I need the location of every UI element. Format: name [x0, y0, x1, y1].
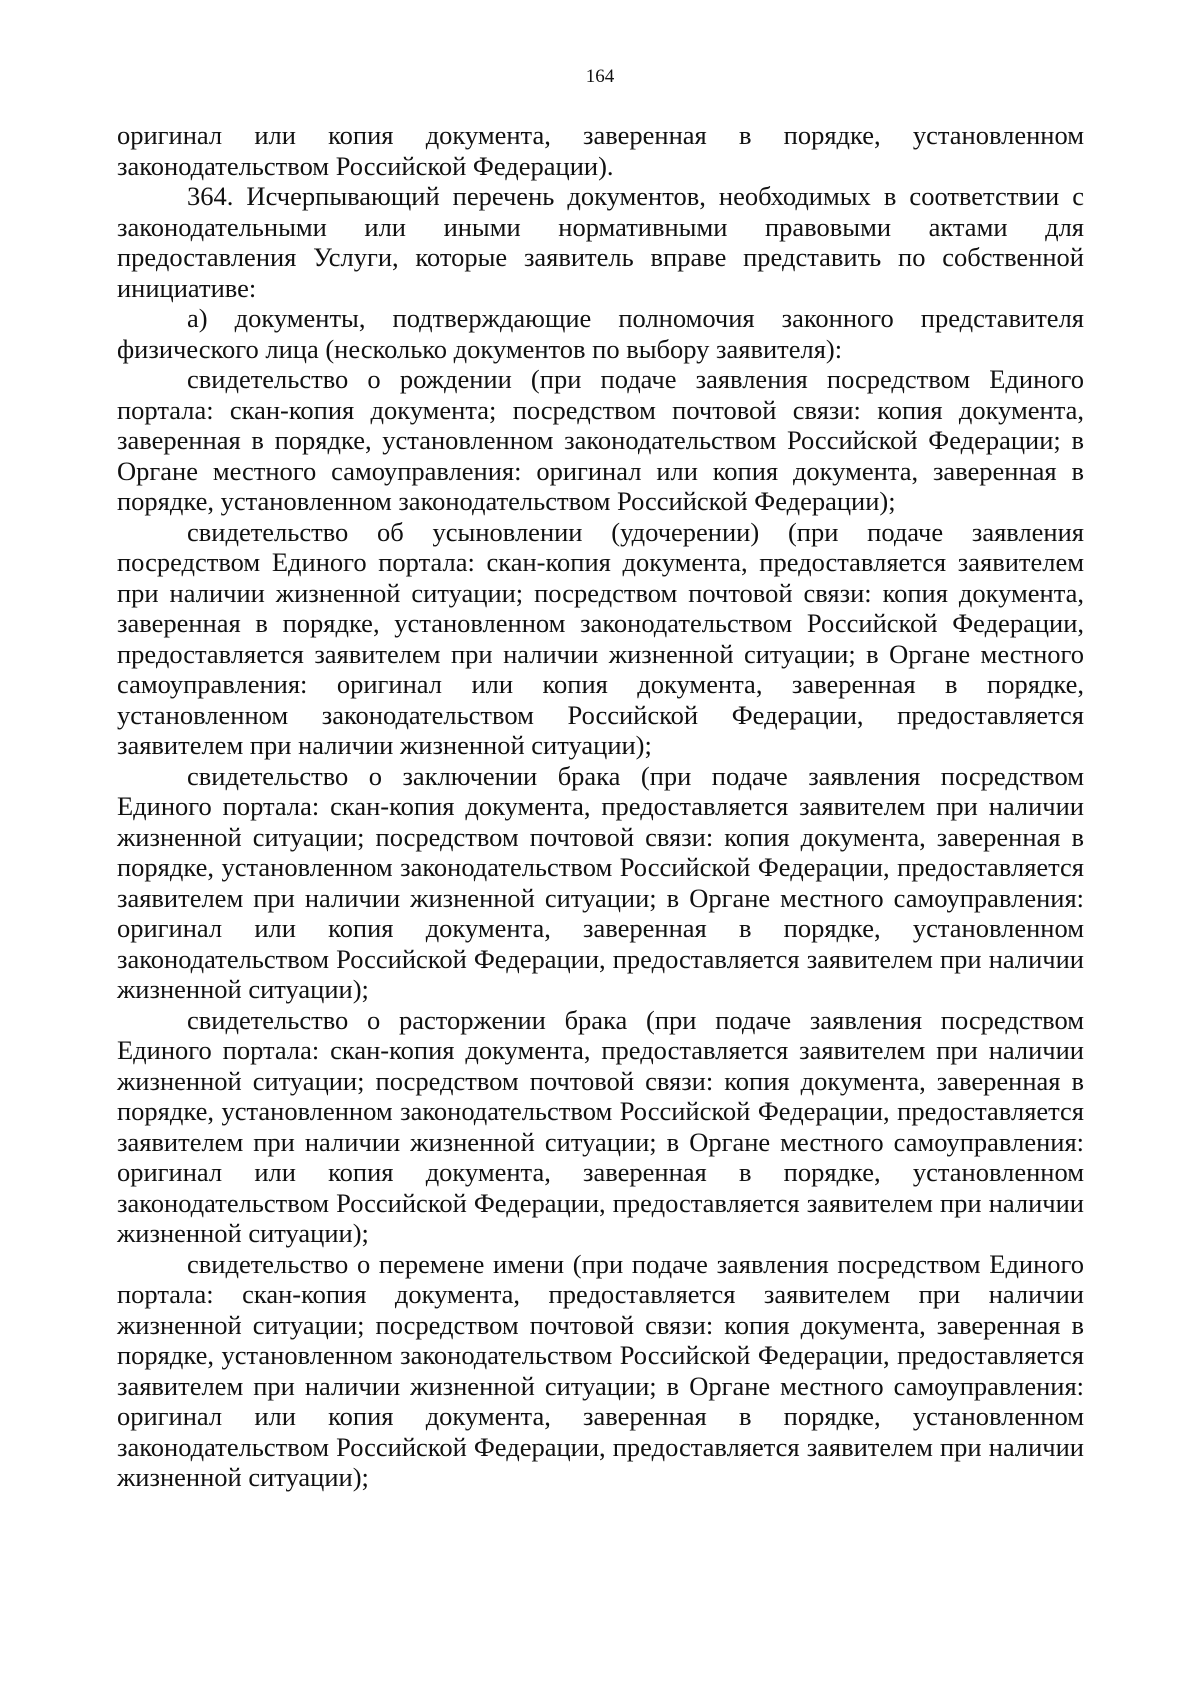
paragraph-marriage-certificate: свидетельство о заключении брака (при подаче заявления посредством Единого портала: скан-копия документа, предоставляется заявителем при наличии жизненной ситуации; посредством почтовой связи: копия документа, заверенная в порядке, установленном законодательством Российской Федерации, предоставляется заявителем при наличии жизненной ситуации; в Органе местного самоуправления: оригинал или копия документа, заверенная в порядке, установленном законодательством Российской Федерации, предоставляется заявителем при наличии жизненной ситуации);: [117, 760, 1084, 1004]
paragraph-divorce-certificate: свидетельство о расторжении брака (при подаче заявления посредством Единого портала: скан-копия документа, предоставляется заявителем при наличии жизненной ситуации; посредством почтовой связи: копия документа, заверенная в порядке, установленном законодательством Российской Федерации, предоставляется заявителем при наличии жизненной ситуации; в Органе местного самоуправления: оригинал или копия документа, заверенная в порядке, установленном законодательством Российской Федерации, предоставляется заявителем при наличии жизненной ситуации);: [117, 1004, 1084, 1248]
paragraph-name-change-certificate: свидетельство о перемене имени (при подаче заявления посредством Единого портала: скан-копия документа, предоставляется заявителем при наличии жизненной ситуации; посредством почтовой связи: копия документа, заверенная в порядке, установленном законодательством Российской Федерации, предоставляется заявителем при наличии жизненной ситуации; в Органе местного самоуправления: оригинал или копия документа, заверенная в порядке, установленном законодательством Российской Федерации, предоставляется заявителем при наличии жизненной ситуации);: [117, 1248, 1084, 1492]
paragraph-item-364: 364. Исчерпывающий перечень документов, необходимых в соответствии с законодательными или иными нормативными правовыми актами для предоставления Услуги, которые заявитель вправе представить по собственной инициативе:: [117, 181, 1084, 303]
paragraph-birth-certificate: свидетельство о рождении (при подаче заявления посредством Единого портала: скан-копия документа; посредством почтовой связи: копия документа, заверенная в порядке, установленном законодательством Российской Федерации; в Органе местного самоуправления: оригинал или копия документа, заверенная в порядке, установленном законодательством Российской Федерации);: [117, 364, 1084, 516]
paragraph-continuation: оригинал или копия документа, заверенная в порядке, установленном законодательством Российской Федерации).: [117, 120, 1084, 181]
document-body: [117, 120, 1084, 1493]
paragraph-adoption-certificate: свидетельство об усыновлении (удочерении) (при подаче заявления посредством Единого портала: скан-копия документа, предоставляется заявителем при наличии жизненной ситуации; посредством почтовой связи: копия документа, заверенная в порядке, установленном законодательством Российской Федерации, предоставляется заявителем при наличии жизненной ситуации; в Органе местного самоуправления: оригинал или копия документа, заверенная в порядке, установленном законодательством Российской Федерации, предоставляется заявителем при наличии жизненной ситуации);: [117, 516, 1084, 760]
paragraph-subitem-a: а) документы, подтверждающие полномочия законного представителя физического лица (несколько документов по выбору заявителя):: [117, 303, 1084, 364]
page-number: 164: [585, 66, 615, 87]
